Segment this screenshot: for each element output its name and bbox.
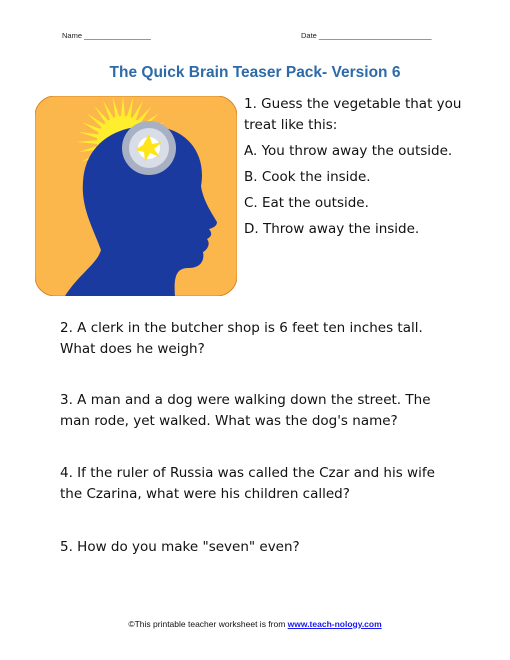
footer-text: ©This printable teacher worksheet is from: [128, 619, 288, 629]
question-1-option-a: A. You throw away the outside.: [244, 143, 453, 159]
question-5: 5. How do you make "seven" even?: [60, 539, 300, 555]
question-1-option-b: B. Cook the inside.: [244, 169, 371, 185]
page-title: The Quick Brain Teaser Pack- Version 6: [109, 64, 401, 81]
question-3: 3. A man and a dog were walking down the street. The man rode, yet walked. What was the dog's name?: [60, 392, 431, 429]
name-field-label: Name ________________: [62, 31, 151, 40]
question-2: 2. A clerk in the butcher shop is 6 feet ten inches tall. What does he weigh?: [60, 320, 423, 357]
date-field-label: Date ___________________________: [301, 31, 432, 40]
question-1-option-c: C. Eat the outside.: [244, 195, 369, 211]
footer: [0, 619, 510, 629]
question-1-option-d: D. Throw away the inside.: [244, 221, 420, 237]
head-with-idea-icon: [35, 96, 237, 296]
question-4: 4. If the ruler of Russia was called the Czar and his wife the Czarina, what were his children called?: [60, 465, 435, 502]
question-1-text: 1. Guess the vegetable that you treat like this:: [244, 96, 462, 133]
question-1: [244, 94, 474, 245]
footer-link[interactable]: www.teach-nology.com: [287, 619, 382, 629]
